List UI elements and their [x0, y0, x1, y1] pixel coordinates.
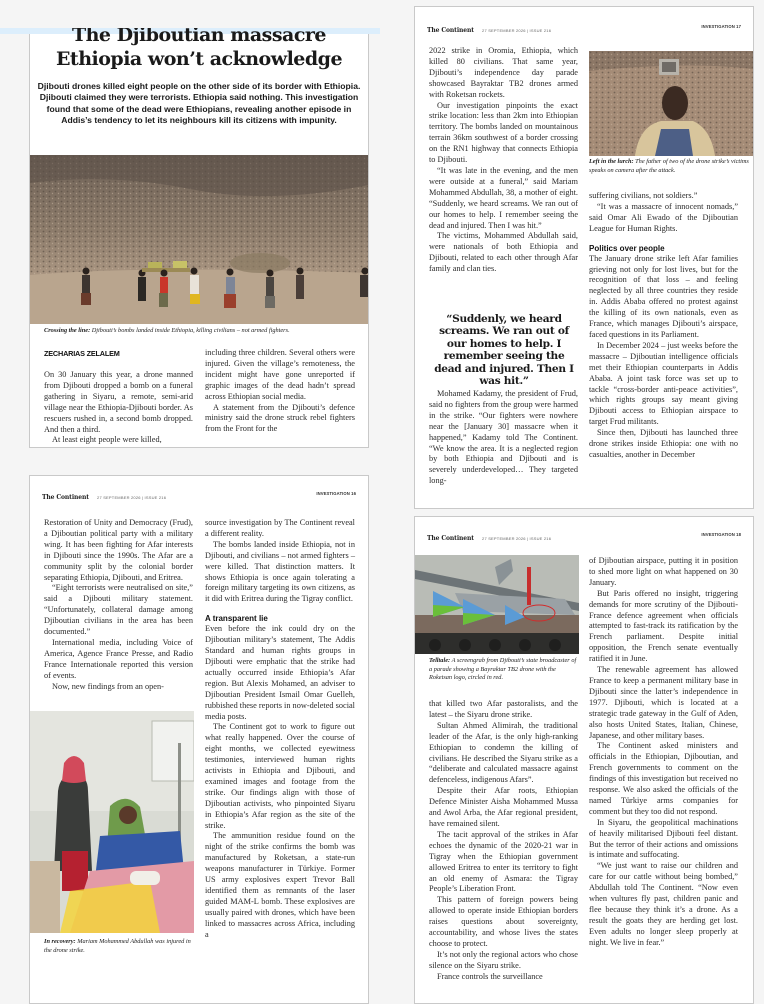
paragraph: suffering civilians, not soldiers.”	[589, 191, 698, 200]
pull-quote: “Suddenly, we heard screams. We ran out of our homes to help. I remember seeing the dead and injured. Then I was hit.”	[434, 313, 574, 388]
drone-photo-caption	[429, 657, 579, 683]
drone-parade-photo	[415, 555, 579, 654]
paragraph: In Siyaru, the geopolitical machinations of heavily militarised Djibouti feel distant. But the terror of their actions and omissions is intimate and suffocating.	[589, 817, 738, 860]
paragraph: Even before the ink could dry on the Djiboutian military’s statement, The Addis Standard and human rights groups in Djibouti were emphatic that the strike had actually occurred inside Ethiopia’s Afar region. But Alexis Mohamed, an adviser to Djiboutian President Ismail Omar Guelleh, rubbished these reports in now-deleted social media posts.	[205, 624, 355, 721]
paragraph: The ammunition residue found on the night of the strike confirms the bomb was manufactured by Roketsan, a state-run weapons manufacturer in Türkiye. Former US army explosives expert Trevor Ball identified them as remnants of the laser guided MAM-L bomb. These explosives are usually paired with drones, which have been linked to massacres across Africa, including a	[205, 831, 355, 939]
paragraph: 2022 strike in Oromia, Ethiopia, which killed 80 civilians. That same year, Djibouti’s independence day parade showcased Bayraktar TB2 drones armed with Roketsan rockets.	[429, 46, 578, 99]
paragraph: The victims, Mohammed Abdullah said, were nationals of both Ethiopia and Djibouti, related to each other through Afar family and clan ties.	[429, 231, 578, 274]
page18-column-1	[429, 699, 578, 983]
paragraph: “We just want to raise our children and care for our cattle without being bombed,” Abdullah told The Continent. “Now even when vultures fly past, children panic and flee because they think it’s a drone. As a result the goats they are herding get lost. Even adults no longer sleep properly at night. We live in fear.”	[589, 861, 738, 947]
caption-lead: In recovery:	[44, 938, 76, 945]
father-of-victims-photo	[589, 51, 753, 156]
caption-text: Mariam Mohammed Abdullah was injured in the drone strike.	[44, 938, 191, 954]
running-header	[427, 529, 741, 542]
page16-column-2	[205, 518, 355, 941]
paragraph: The renewable agreement has allowed France to keep a permanent military base in Djibouti since the latter’s independence in 1977. Djibouti, which is located at a strategic trade gateway in the Gulf of Aden, also hosts United States, Italian, Chinese, Japanese, and other military bases.	[589, 665, 738, 740]
funeral-photo-caption	[44, 327, 364, 336]
page16-column-1	[44, 518, 193, 693]
paragraph: “It was a massacre of innocent nomads,” said Omar Ali Ewado of the Djiboutian League for Human Rights.	[589, 201, 738, 233]
paragraph: “It was late in the evening, and the men were outside at a funeral,” said Mariam Mohammed Abdullah, 38, a mother of eight. “Suddenly, we heard screams. We ran out of our homes to help. I remember seeing the dead and injured. Then I was hit.”	[429, 165, 578, 230]
caption-text: The father of two of the drone strike’s victims speaks on camera after the attack.	[589, 158, 749, 174]
page17-column-2	[589, 191, 738, 461]
paragraph: At least eight people were killed,	[52, 435, 162, 445]
hospital-recovery-image	[30, 711, 194, 933]
page18-column-2	[589, 556, 738, 949]
issue-date: 27 SEPTEMBER 2026 | ISSUE 216	[482, 27, 552, 33]
paragraph: On 30 January this year, a drone manned from Djibouti dropped a bomb on a funeral gathering in Siyaru, a remote, semi-arid village near the Ethiopia-Djibouti border. As rescuers rushed in, a second bomb dropped. And then a third.	[44, 370, 193, 434]
paragraph: “Eight terrorists were neutralised on site,” said a Djibouti military statement. “Unfortunately, collateral damage among Djiboutian civilians in the area has been documented.”	[44, 583, 193, 637]
father-photo-caption	[589, 158, 749, 175]
page15-column-1	[44, 370, 193, 446]
paragraph: This pattern of foreign powers being allowed to operate inside Ethiopian borders raises questions about sovereignty, accountability, and whose lives the states choose to protect.	[429, 895, 578, 948]
publication-brand: The Continent	[42, 493, 89, 501]
caption-text: A screengrab from Djibouti’s state broadcaster of a parade showing a Bayraktar TB2 drone with the Roketsan logo, circled in red.	[429, 657, 577, 682]
hospital-photo-caption	[44, 938, 192, 955]
paragraph: Restoration of Unity and Democracy (Frud), a Djiboutian political party with a military wing. It has been fighting for Afar interests in Djibouti since the 1990s. The Afar are a community split by the colonial border separating Ethiopia, Djibouti, and Eritrea.	[44, 518, 193, 582]
article-headline	[30, 30, 368, 71]
page17-column-1-continued	[429, 389, 578, 487]
hospital-recovery-photo	[30, 711, 194, 933]
funeral-procession-image	[30, 155, 368, 324]
paragraph: that killed two Afar pastoralists, and the latest – the Siyaru drone strike.	[429, 699, 578, 719]
paragraph: International media, including Voice of America, Agence France Presse, and Radio France Internationale reported this version of events.	[44, 637, 193, 680]
paragraph: The Continent got to work to figure out what really happened. Over the course of eight months, we collected eyewitness testimonies, interviewed human rights activists in Ethiopia and Djibouti, and examined images and footage from the strike. Our findings align with those of Djiboutian activists, who pinpointed Siyaru in Ethiopia’s Afar region as the site of the strike.	[205, 722, 355, 830]
paragraph: including three children. Several others were injured. Given the village’s remoteness, the incident might have gone unreported if graphic images of the dead hadn’t spread across Ethiopian social media.	[205, 348, 355, 401]
paragraph: Sultan Ahmed Alimirah, the traditional leader of the Afar, is the only high-ranking Ethiopian to condemn the killing of civilians. He described the Siyaru strike as a “deliberate and calculated massacre against defenceless, indigenous Afars”.	[429, 720, 578, 785]
issue-date: 27 SEPTEMBER 2026 | ISSUE 216	[482, 535, 552, 541]
caption-lead: Crossing the line:	[44, 327, 91, 334]
paragraph: of Djiboutian airspace, putting it in position to shed more light on what happened on 30 January.	[589, 556, 738, 587]
section-page-label: INVESTIGATION 18	[701, 531, 741, 537]
article-standfirst: Djibouti drones killed eight people on the other side of its border with Ethiopia. Djibouti claimed they were terrorists. Ethiopia said nothing. This investigation found that some of the dead were Ethiopians, revealing another episode in Addis’s tendency to let its neighbours kill its citizens with impunity.	[37, 81, 361, 125]
paragraph: source investigation by The Continent reveal a different reality.	[205, 518, 355, 538]
paragraph: Mohamed Kadamy, the president of Frud, said no fighters from the group were harmed in the strike. “Our fighters were nowhere near the [January 30] massacre when it happened,” Kadamy told The Continent. “We know the area. It is a neglected region by both Ethiopia and Djibouti and is severely underdeveloped… They targeted long-	[429, 389, 578, 486]
paragraph: A statement from the Djibouti’s defence ministry said the drone struck rebel fighters from the Front for the	[205, 402, 355, 434]
caption-text: Djibouti’s bombs landed inside Ethiopia, killing civilians – not armed fighters.	[90, 327, 290, 334]
paragraph: Now, new findings from an open-	[52, 681, 164, 691]
section-page-label: INVESTIGATION 16	[316, 490, 356, 496]
headline-line-1: The Djiboutian massacre	[71, 28, 327, 46]
caption-lead: Telltale:	[429, 657, 451, 664]
paragraph: It’s not only the regional actors who chose silence on the Siyaru strike.	[429, 949, 578, 970]
funeral-procession-photo	[30, 155, 368, 324]
paragraph: In December 2024 – just weeks before the massacre – Djiboutian intelligence officials met their Ethiopian counterparts in Addis Ababa. A joint task force was set up to tackle “cross-border anti-peace activities”, which rights groups say meant giving Djibouti access to Ethiopian airspace to target Frud militants.	[589, 340, 738, 427]
paragraph: The Continent asked ministers and officials in the Ethiopian, Djiboutian, and French governments to comment on the findings of this investigation but received no response. We also asked the officials of the named Türkiye arms companies for comment but they too did not respond.	[589, 741, 738, 816]
section-subhead: Politics over people	[589, 243, 665, 253]
publication-brand: The Continent	[427, 26, 474, 34]
publication-brand: The Continent	[427, 534, 474, 542]
section-page-label: INVESTIGATION 17	[701, 23, 741, 29]
caption-lead: Left in the lurch:	[589, 158, 634, 165]
paragraph: Our investigation pinpoints the exact strike location: less than 2km into Ethiopian territory. The bombs landed on mountainous terrain 36km southwest of a border crossing on the RN1 highway that connects Ethiopia to Djibouti.	[429, 100, 578, 165]
page17-column-1	[429, 46, 578, 275]
running-header	[427, 21, 741, 34]
paragraph: Since then, Djibouti has launched three drone strikes inside Ethiopia: one with no casualties, another in December	[589, 428, 738, 459]
paragraph: But Paris offered no insight, triggering demands for more scrutiny of the Djibouti-France defence agreement when officials attempted to fast-track its ratification by the French parliament. Despite initial opposition, the French senate eventually ratified it in June.	[589, 588, 738, 664]
paragraph: France controls the surveillance	[437, 971, 543, 981]
byline: ZECHARIAS ZELALEM	[44, 349, 120, 358]
paragraph: The tacit approval of the strikes in Afar echoes the dynamic of the 2020-21 war in Tigray when the Ethiopian government allowed Eritrea to enter its territory to fight an old enemy of Asmara: the Tigray People’s Liberation Front.	[429, 829, 578, 894]
page15-column-2	[205, 348, 355, 435]
paragraph: Despite their Afar roots, Ethiopian Defence Minister Aisha Mohammed Mussa and Awol Arba, the Afar regional president, have remained silent.	[429, 786, 578, 828]
headline-line-2: Ethiopia won’t acknowledge	[55, 48, 343, 70]
drone-parade-image	[415, 555, 579, 654]
paragraph: The bombs landed inside Ethiopia, not in Djibouti, and civilians – not armed fighters – were killed. That distinction matters. It shows Ethiopia is once again tolerating a foreign military targeting its own citizens, as it did with Eritrea during the Tigray conflict.	[205, 539, 355, 604]
section-subhead: A transparent lie	[205, 614, 268, 624]
running-header	[42, 488, 356, 501]
father-of-victims-image	[589, 51, 753, 156]
issue-date: 27 SEPTEMBER 2026 | ISSUE 216	[97, 494, 167, 500]
paragraph: The January drone strike left Afar families grieving not only for lost lives, but for the recognition of that loss – and feeling neglected by all three countries they reside in. Addis Ababa offered no protest against the killing of its own nationals, even as France, which manages Djibouti’s airspace, faced questions in its Parliament.	[589, 253, 738, 339]
